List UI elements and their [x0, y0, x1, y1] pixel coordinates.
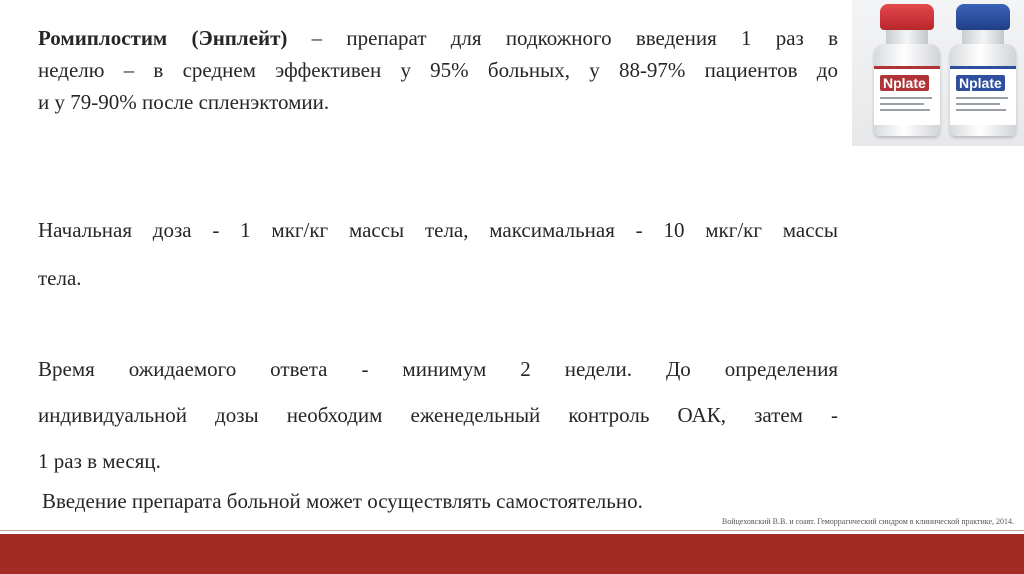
label-fine-print	[956, 103, 1000, 105]
drug-description: – препарат для подкожного введения 1 раз в	[287, 26, 838, 50]
paragraph-dose	[38, 206, 838, 302]
paragraph-line: Время ожидаемого ответа - минимум 2 недели. До определения	[38, 357, 838, 381]
footer-bar	[0, 534, 1024, 574]
paragraph-line: 1 раз в месяц.	[38, 449, 161, 473]
vial-neck	[886, 30, 928, 44]
paragraph-line: Начальная доза - 1 мкг/кг массы тела, максимальная - 10 мкг/кг массы	[38, 218, 838, 242]
label-fine-print	[956, 97, 1008, 99]
vial-blue	[946, 4, 1020, 140]
paragraph-line: неделю – в среднем эффективен у 95% больных, у 88-97% пациентов до	[38, 58, 838, 82]
paragraph-self-administration: Введение препарата больной может осуществлять самостоятельно.	[42, 489, 643, 513]
vial-label	[874, 66, 940, 125]
vial-brand: Nplate	[956, 75, 1005, 91]
vial-red	[870, 4, 944, 140]
footer-divider	[0, 530, 1024, 531]
paragraph-response-time	[38, 346, 838, 484]
citation: Войцеховский В.В. и соавт. Геморрагический синдром в клинической практике, 2014.	[721, 517, 1014, 526]
label-fine-print	[880, 103, 924, 105]
vial-label	[950, 66, 1016, 125]
vial-cap	[880, 4, 934, 30]
vial-neck	[962, 30, 1004, 44]
label-fine-print	[880, 109, 930, 111]
drug-name: Ромиплостим (Энплейт)	[38, 26, 288, 50]
vial-brand: Nplate	[880, 75, 929, 91]
paragraph-line: и у 79-90% после спленэктомии.	[38, 90, 330, 114]
paragraph-romiplostim	[38, 22, 838, 118]
vials-photo	[852, 0, 1024, 146]
label-fine-print	[880, 97, 932, 99]
paragraph-line	[38, 22, 838, 54]
paragraph-line: индивидуальной дозы необходим еженедельный контроль ОАК, затем -	[38, 403, 838, 427]
vial-cap	[956, 4, 1010, 30]
paragraph-line: тела.	[38, 266, 82, 290]
label-fine-print	[956, 109, 1006, 111]
